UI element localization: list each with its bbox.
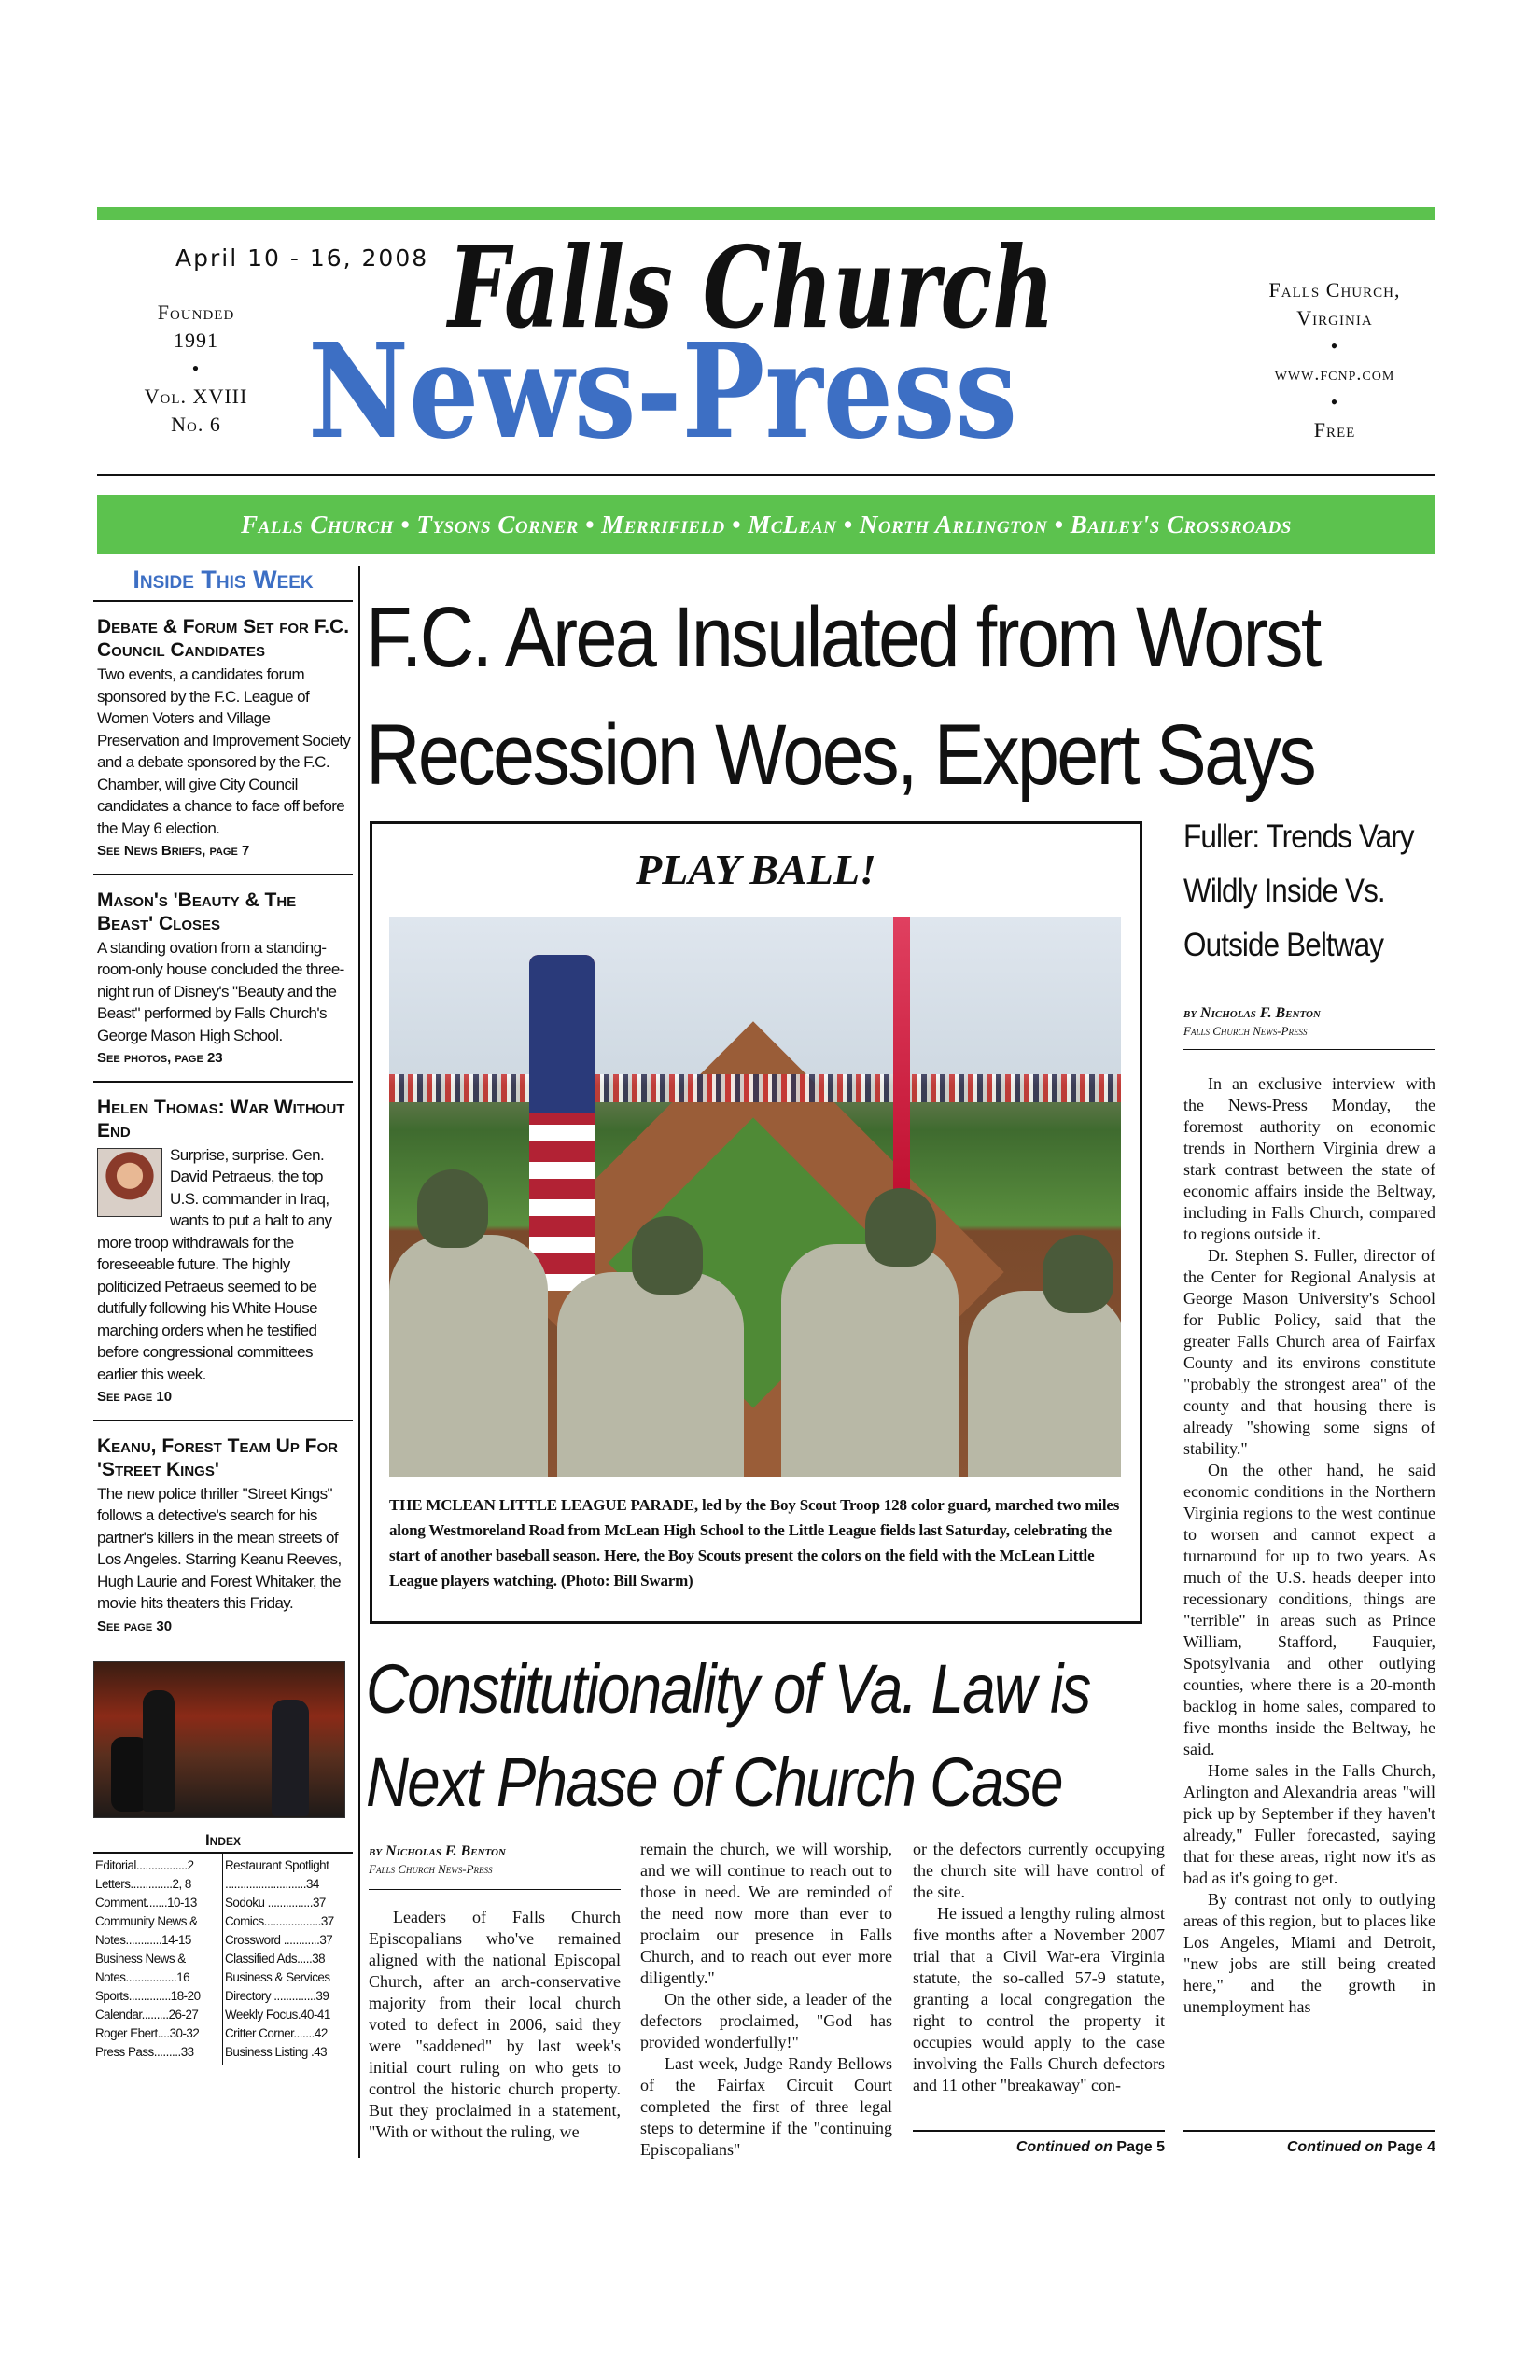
columnist-photo [97, 1148, 162, 1217]
story-column [1183, 1073, 1435, 2018]
story-paragraph: On the other side, a leader of the defectors proclaimed, "God has provided wonderfully!" [640, 1990, 892, 2051]
second-headline-line2: Next Phase of Church Case [366, 1743, 1062, 1821]
sidebar-title: Inside This Week [93, 566, 353, 602]
story-byline [369, 1842, 621, 1890]
index-entry[interactable]: Calendar.........26-27 [95, 2008, 199, 2022]
location-state: Virginia [1296, 306, 1373, 329]
continued-link[interactable] [1183, 2130, 1435, 2156]
story-paragraph: Home sales in the Falls Church, Arlington and Alexandria areas "will pick up by September if they haven't already," Fuller forecasted, saying that for these areas, right now it's as bad as it's going to get. [1183, 1761, 1435, 1887]
photo-caption: THE MCLEAN LITTLE LEAGUE PARADE, led by the Boy Scout Troop 128 color guard, marched two miles along Westmoreland Road from McLean High School to the Little League fields last Saturday, celebrating the start of another baseball season. Here, the Boy Scouts present the colors on the field with the McLean Little League players watching. (Photo: Bill Swarm) [389, 1496, 1120, 1589]
issue-number: No. 6 [171, 413, 221, 436]
teaser-body: A standing ovation from a standing-room-only house concluded the three-night run of Disney's "Beauty and the Beast" performed by Falls Church's George Mason High School. [97, 938, 344, 1044]
index-title: Index [93, 1831, 353, 1854]
index-entry[interactable]: Sodoku ...............37 [225, 1896, 326, 1910]
index-box [93, 1831, 353, 2065]
teaser-see-ref: See page 30 [97, 1617, 173, 1634]
sidebar-divider [358, 566, 360, 2158]
teaser[interactable] [93, 1083, 353, 1421]
teaser[interactable] [93, 602, 353, 875]
story-paragraph: By contrast not only to outlying areas of this region, but to places like Los Angeles, Miami and Detroit, "new jobs are still being created here," and the growth in unemployment has [1183, 1890, 1435, 2016]
masthead-top-bar [97, 207, 1435, 220]
index-entry[interactable]: Weekly Focus.40-41 [225, 2008, 330, 2022]
index-entry[interactable]: Community News & Notes............14-15 [95, 1914, 198, 1947]
feature-photo-box [370, 821, 1142, 1624]
index-entry[interactable]: Restaurant Spotlight ...........................34 [225, 1858, 329, 1891]
teaser-headline: Helen Thomas: War Without End [97, 1096, 345, 1141]
story-paragraph: In an exclusive interview with the News-Press Monday, the foremost authority on economic trends in Northern Virginia drew a stark contrast between the state of economic affairs inside the Beltway, including in Falls Church, compared to regions outside it. [1183, 1074, 1435, 1243]
bullet: • [1330, 334, 1339, 357]
story-byline [1183, 1004, 1435, 1050]
main-headline-line2: Recession Woes, Expert Says [366, 707, 1315, 803]
teaser-body: Two events, a candidates forum sponsored by the F.C. League of Women Voters and Village Preservation and Improvement Society and a debate sponsored by the F.C. Chamber, will give City Council candidates a chance to face off before the May 6 election. [97, 665, 351, 837]
continued-page: Page 4 [1387, 2139, 1435, 2155]
story2-column-a [369, 1842, 621, 2143]
second-headline[interactable] [366, 1643, 1090, 1829]
teaser-headline: Debate & Forum Set for F.C. Council Candidates [97, 616, 350, 661]
teaser-body: Surprise, surprise. Gen. David Petraeus, the top U.S. commander in Iraq, wants to put a halt to any more troop withdrawals for the foreseeable future. The highly politicized Petraeus seemed to be dutifully following his White House marching orders when he testified before congressional committees earlier this week. [97, 1145, 332, 1383]
volume: Vol. XVIII [144, 385, 248, 408]
continued-label: Continued on [1286, 2139, 1383, 2155]
teaser-headline: Mason's 'Beauty & The Beast' Closes [97, 889, 297, 934]
index-entry[interactable]: Comics...................37 [225, 1914, 334, 1928]
logo-line1: Falls Church [445, 224, 1056, 354]
website: www.fcnp.com [1274, 364, 1395, 385]
index-col-left [93, 1854, 223, 2065]
teaser[interactable] [93, 875, 353, 1083]
index-col-right [223, 1854, 353, 2065]
story-paragraph: remain the church, we will worship, and we will continue to reach out to those in need. We are reminded of the need now more than ever to proclaim our presence in Falls Church, and to reach out ever more diligently." [640, 1840, 892, 1987]
story-paragraph: He issued a lengthy ruling almost five months after a November 2007 trial that a Civil War-era Virginia statute, the so-called 57-9 statute, granting a local congregation the right to control the property it occupies would apply to the case involving the Falls Church defectors and 11 other "breakaway" con- [913, 1904, 1165, 2094]
byline-org: Falls Church News-Press [1183, 1024, 1308, 1038]
continued-link[interactable] [913, 2130, 1165, 2156]
teaser-headline: Keanu, Forest Team Up For 'Street Kings' [97, 1435, 338, 1480]
index-entry[interactable]: Business Listing .43 [225, 2045, 328, 2059]
founded-label: Founded [157, 301, 235, 324]
inside-this-week-sidebar [93, 566, 353, 2065]
main-headline[interactable] [366, 579, 1320, 814]
index-entry[interactable]: Roger Ebert....30-32 [95, 2026, 200, 2040]
index-entry[interactable]: Letters..............2, 8 [95, 1877, 191, 1891]
index-entry[interactable]: Crossword ............37 [225, 1933, 333, 1947]
teaser-see-ref: See News Briefs, page 7 [97, 843, 250, 859]
teaser[interactable] [93, 1421, 353, 1649]
founded-info [121, 299, 271, 439]
teaser-body: The new police thriller "Street Kings" follows a detective's search for his partner's killers in the mean streets of Los Angeles. Starring Keanu Reeves, Hugh Laurie and Forest Whitaker, the movie hits theaters this Friday. [97, 1484, 342, 1612]
story-paragraph: Dr. Stephen S. Fuller, director of the Center for Regional Analysis at George Mason University's School for Public Policy, said that the greater Falls Church area of Fairfax County and its environs constitute "probably the strongest area" of the county and that housing there is already "showing some signs of stability." [1183, 1246, 1435, 1458]
continued-page: Page 5 [1116, 2139, 1165, 2155]
story-paragraph: or the defectors currently occupying the church site will have control of the site. [913, 1840, 1165, 1901]
logo-line2: News-Press [308, 315, 1017, 469]
masthead-rule [97, 474, 1435, 476]
founded-year: 1991 [174, 329, 218, 352]
index-entry[interactable]: Business & Services Directory ..............39 [225, 1970, 330, 2003]
photo-title: PLAY BALL! [636, 846, 876, 893]
story2-column-b [640, 1839, 892, 2161]
price: Free [1313, 418, 1356, 441]
continued-label: Continued on [1015, 2139, 1113, 2155]
bullet: • [191, 357, 201, 380]
story-subhead: Fuller: Trends Vary Wildly Inside Vs. Outside Beltway [1183, 819, 1414, 963]
byline-name: by Nicholas F. Benton [1183, 1005, 1321, 1021]
index-entry[interactable]: Business News & Notes.................16 [95, 1952, 190, 1984]
byline-org: Falls Church News-Press [369, 1862, 493, 1876]
bullet: • [1330, 390, 1339, 413]
teaser-see-ref: See photos, page 23 [97, 1050, 223, 1066]
issue-date: April 10 - 16, 2008 [175, 245, 429, 272]
main-headline-line1: F.C. Area Insulated from Worst [366, 590, 1320, 685]
index-entry[interactable]: Sports..............18-20 [95, 1989, 201, 2003]
index-entry[interactable]: Press Pass.........33 [95, 2045, 194, 2059]
index-entry[interactable]: Editorial.................2 [95, 1858, 194, 1872]
second-headline-line1: Constitutionality of Va. Law is [366, 1650, 1090, 1728]
story2-column-c [913, 1839, 1165, 2096]
towns-bar: Falls Church • Tysons Corner • Merrifield • McLean • North Arlington • Bailey's Crossroads [97, 495, 1435, 554]
byline-name: by Nicholas F. Benton [369, 1843, 506, 1859]
teaser-see-ref: See page 10 [97, 1389, 173, 1405]
location-info [1232, 276, 1437, 444]
index-entry[interactable]: Comment.......10-13 [95, 1896, 197, 1910]
movie-still-photo [93, 1661, 345, 1818]
story-paragraph: On the other hand, he said economic conditions in the Northern Virginia regions to the west continue to worsen and cannot expect a turnaround for up to two years. As much of the U.S. heads deeper into recessionary conditions, things are "terrible" in areas such as Prince William, Stafford, Fauquier, Spotsylvania and other outlying counties, where there is a 20-month backlog in home sales, compared to five months inside the Beltway, he said. [1183, 1461, 1435, 1758]
newspaper-logo [299, 224, 1232, 476]
index-entry[interactable]: Classified Ads.....38 [225, 1952, 326, 1966]
story-paragraph: Leaders of Falls Church Episcopalians who've remained aligned with the national Episcopal Church, after an arch-conservative majority from their local church voted to defect in 2006, said they were "saddened" by last week's initial court ruling on who gets to control the historic church property. But they proclaimed in a statement, "With or without the ruling, we [369, 1908, 621, 2141]
location-city: Falls Church, [1268, 278, 1401, 301]
story-paragraph: Last week, Judge Randy Bellows of the Fairfax Circuit Court completed the first of three legal steps to determine if the "continuing Episcopalians" [640, 2054, 892, 2159]
index-entry[interactable]: Critter Corner.......42 [225, 2026, 328, 2040]
little-league-photo [389, 917, 1121, 1477]
